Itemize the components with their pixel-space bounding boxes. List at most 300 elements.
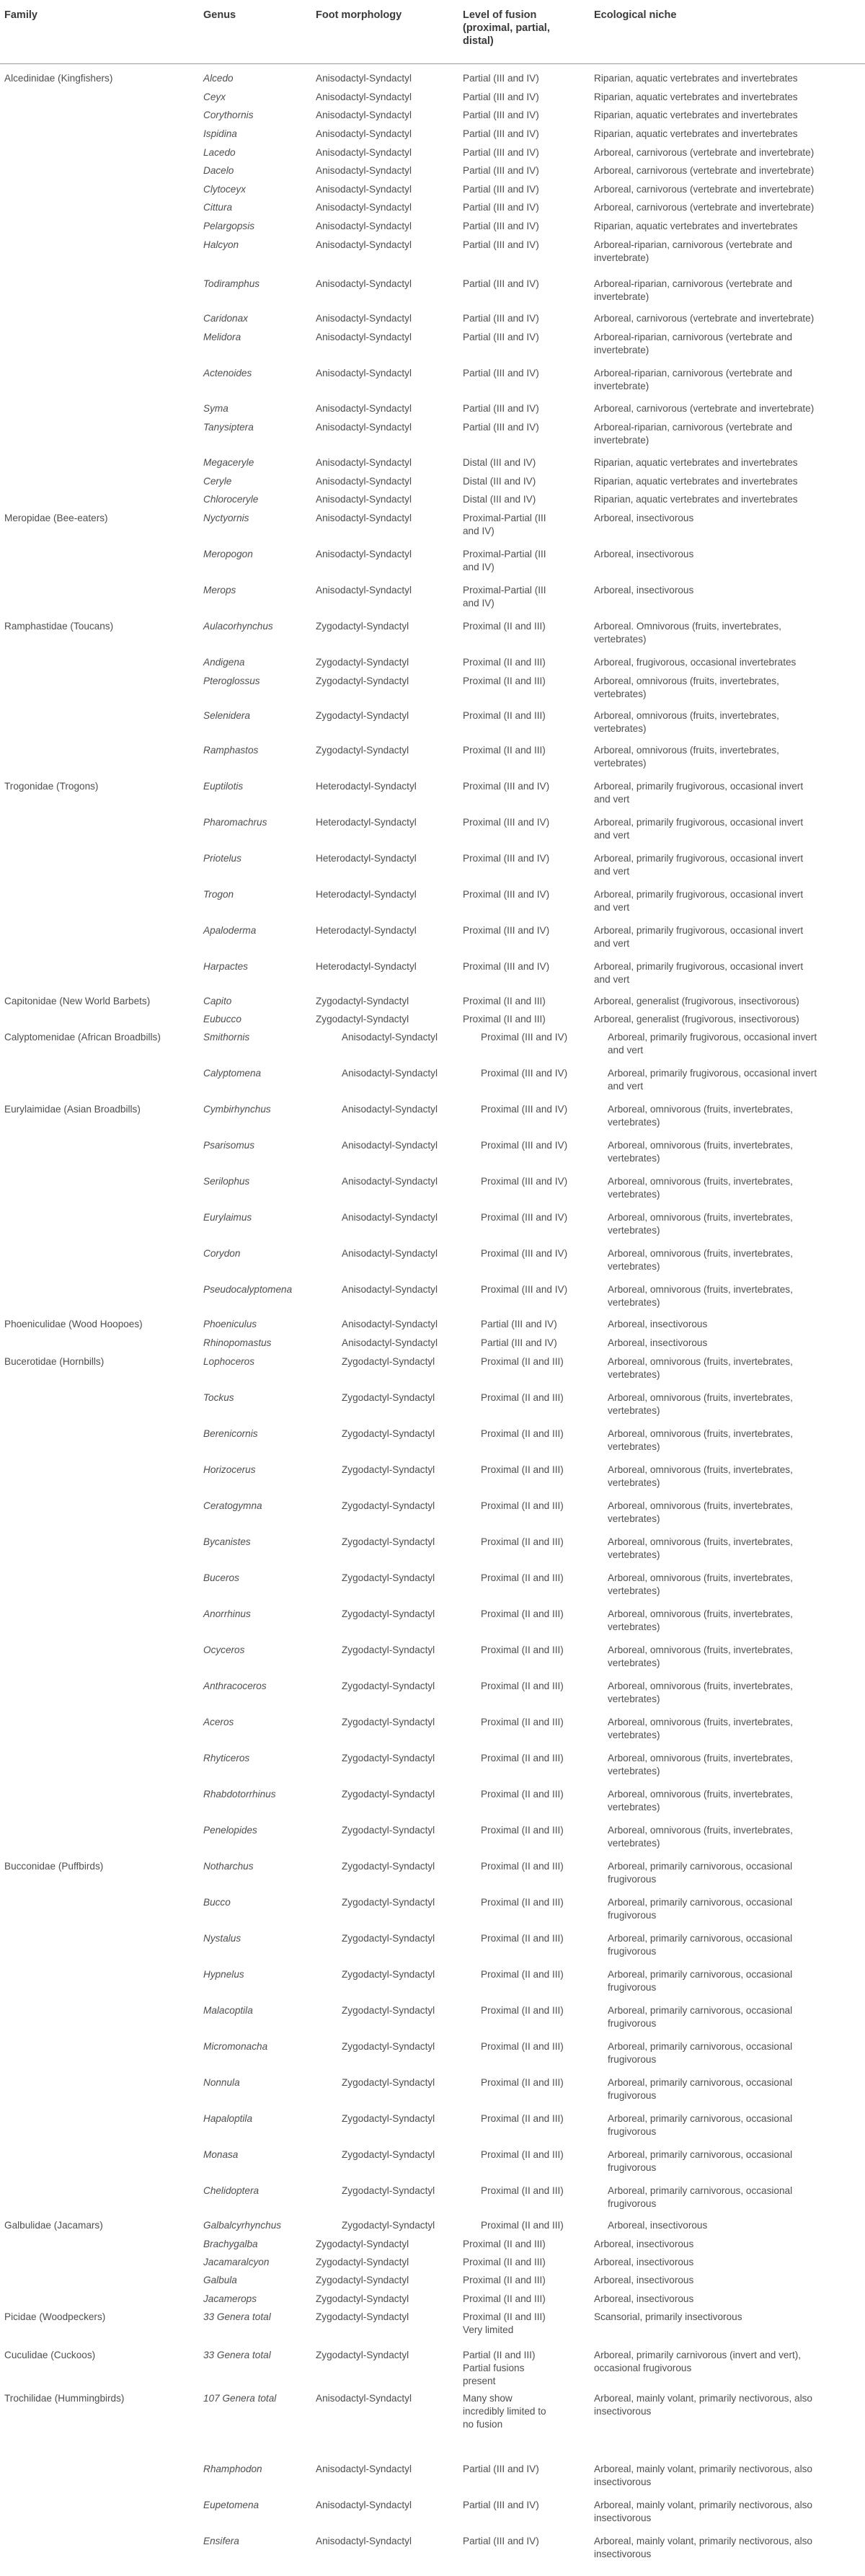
level-of-fusion-cell — [463, 852, 549, 865]
ecological-niche-cell — [594, 548, 693, 561]
niche-line: vertebrates) — [608, 1621, 660, 1632]
header-fusion-line2: (proximal, partial, — [463, 22, 550, 34]
niche-line: Arboreal, frugivorous, occasional invertebrates — [594, 657, 797, 668]
level-of-fusion-cell — [463, 72, 539, 85]
niche-line: vertebrates) — [608, 1369, 660, 1380]
niche-line: vertebrates) — [594, 758, 647, 769]
niche-line: Arboreal, primarily frugivorous, occasional invert — [594, 781, 804, 792]
ecological-niche-cell — [608, 2040, 792, 2066]
level-of-fusion-cell — [463, 744, 546, 757]
niche-line: frugivorous — [608, 2126, 657, 2137]
genus-cell: Euptilotis — [203, 781, 244, 792]
niche-line: Arboreal, omnivorous (fruits, invertebrates, — [608, 1428, 793, 1439]
niche-line: Arboreal, primarily frugivorous, occasional invert — [608, 1068, 817, 1079]
ecological-niche-cell — [608, 2076, 792, 2102]
foot-morphology-cell: Zygodactyl-Syndactyl — [342, 1464, 435, 1475]
table-row — [0, 72, 865, 85]
fusion-line: Partial (III and IV) — [481, 1337, 557, 1348]
level-of-fusion-cell — [481, 1788, 564, 1801]
fusion-line: Proximal (II and III) — [481, 1681, 564, 1691]
table-row — [0, 2392, 865, 2431]
fusion-line: Proximal (III and IV) — [481, 1176, 568, 1187]
ecological-niche-cell — [594, 183, 814, 196]
fusion-line: Proximal (II and III) — [463, 710, 546, 721]
genus-cell: Hypnelus — [203, 1969, 244, 1980]
ecological-niche-cell — [594, 709, 779, 735]
table-row — [0, 888, 865, 914]
table-row — [0, 128, 865, 141]
fusion-line: Proximal (II and III) — [463, 676, 546, 686]
table-row — [0, 1067, 865, 1093]
foot-morphology-cell: Zygodactyl-Syndactyl — [342, 1717, 435, 1727]
niche-line: Arboreal, mainly volant, primarily nectivorous, also — [594, 2500, 812, 2510]
level-of-fusion-cell — [463, 548, 546, 574]
ecological-niche-cell — [594, 512, 693, 525]
niche-line: Riparian, aquatic vertebrates and invertebrates — [594, 457, 798, 468]
header-fusion-line1: Level of fusion — [463, 9, 537, 21]
genus-cell: Horizocerus — [203, 1464, 256, 1475]
fusion-line: Proximal (III and IV) — [463, 925, 550, 936]
niche-line: Arboreal, generalist (frugivorous, insectivorous) — [594, 996, 799, 1006]
ecological-niche-cell — [594, 278, 792, 304]
niche-line: vertebrates) — [608, 1694, 660, 1704]
niche-line: Scansorial, primarily insectivorous — [594, 2311, 742, 2322]
ecological-niche-cell — [608, 2148, 792, 2174]
foot-morphology-cell: Zygodactyl-Syndactyl — [342, 1933, 435, 1944]
level-of-fusion-cell — [463, 278, 539, 291]
ecological-niche-cell — [608, 1211, 793, 1237]
level-of-fusion-cell — [481, 1860, 564, 1873]
ecological-niche-cell — [594, 924, 803, 950]
fusion-line: Proximal (II and III) — [481, 1789, 564, 1800]
foot-morphology-cell: Anisodactyl-Syndactyl — [342, 1068, 438, 1079]
niche-line: Arboreal, omnivorous (fruits, invertebrates, — [608, 1572, 793, 1583]
table-row — [0, 220, 865, 233]
niche-line: Arboreal, omnivorous (fruits, invertebrates, — [608, 1825, 793, 1836]
niche-line: vertebrates) — [594, 689, 647, 699]
foot-morphology-cell: Anisodactyl-Syndactyl — [316, 184, 412, 195]
niche-line: Riparian, aquatic vertebrates and invertebrates — [594, 476, 798, 487]
fusion-line: Proximal (III and IV) — [463, 781, 550, 792]
genus-cell: Ensifera — [203, 2536, 239, 2546]
table-row — [0, 2463, 865, 2489]
niche-line: Arboreal-riparian, carnivorous (vertebrate and — [594, 332, 793, 342]
level-of-fusion-cell — [463, 239, 539, 252]
genus-cell: Jacamerops — [203, 2293, 257, 2304]
niche-line: Arboreal, omnivorous (fruits, invertebrates, — [608, 1717, 793, 1727]
fusion-line: Proximal (II and III) — [481, 1753, 564, 1763]
niche-line: Arboreal, omnivorous (fruits, invertebrates, — [608, 1248, 793, 1259]
genus-cell: Brachygalba — [203, 2239, 258, 2249]
table-row — [0, 109, 865, 122]
niche-line: Arboreal, mainly volant, primarily nectivorous, also — [594, 2393, 812, 2404]
genus-cell: Monasa — [203, 2149, 239, 2160]
niche-line: Arboreal, generalist (frugivorous, insectivorous) — [594, 1014, 799, 1024]
niche-line: Arboreal-riparian, carnivorous (vertebrate and — [594, 368, 793, 379]
niche-line: Arboreal, primarily frugivorous, occasional invert — [594, 961, 804, 972]
table-row — [0, 852, 865, 878]
table-row — [0, 2076, 865, 2102]
niche-line: vertebrates) — [608, 1730, 660, 1740]
foot-morphology-cell: Zygodactyl-Syndactyl — [342, 1645, 435, 1655]
foot-morphology-cell: Zygodactyl-Syndactyl — [342, 2185, 435, 2196]
foot-morphology-cell: Zygodactyl-Syndactyl — [316, 657, 409, 668]
level-of-fusion-cell — [481, 1932, 564, 1945]
ecological-niche-cell — [608, 1860, 792, 1886]
fusion-line: Partial (III and IV) — [463, 2464, 539, 2474]
foot-morphology-cell: Heterodactyl-Syndactyl — [316, 961, 417, 972]
foot-morphology-cell: Anisodactyl-Syndactyl — [316, 549, 412, 559]
foot-morphology-cell: Anisodactyl-Syndactyl — [316, 422, 412, 433]
level-of-fusion-cell — [481, 1139, 567, 1152]
table-row — [0, 456, 865, 469]
niche-line: Arboreal, primarily carnivorous, occasional — [608, 2149, 793, 2160]
ecological-niche-cell — [594, 146, 814, 159]
niche-line: and vert — [594, 794, 630, 805]
fusion-line: Proximal (II and III) — [463, 996, 546, 1006]
niche-line: vertebrates) — [608, 1189, 660, 1200]
genus-cell: Caridonax — [203, 313, 248, 324]
niche-line: vertebrates) — [608, 1153, 660, 1164]
level-of-fusion-cell — [481, 1896, 564, 1909]
fusion-line: Proximal (II and III) — [481, 1428, 564, 1439]
fusion-line: Proximal (II and III) — [463, 2293, 546, 2304]
level-of-fusion-cell — [481, 1355, 564, 1368]
foot-morphology-cell: Anisodactyl-Syndactyl — [316, 202, 412, 213]
fusion-line: Proximal (II and III) — [481, 2077, 564, 2088]
level-of-fusion-cell — [463, 2349, 535, 2388]
niche-line: Arboreal, omnivorous (fruits, invertebrates, — [608, 1356, 793, 1367]
table-row — [0, 201, 865, 214]
table-row — [0, 2274, 865, 2287]
table-row — [0, 1031, 865, 1057]
ecological-niche-cell — [594, 312, 814, 325]
level-of-fusion-cell — [463, 995, 546, 1008]
niche-line: Arboreal, primarily carnivorous, occasional — [608, 1933, 793, 1944]
genus-cell: Micromonacha — [203, 2041, 268, 2052]
niche-line: Arboreal, primarily carnivorous, occasional — [608, 2113, 793, 2124]
table-row — [0, 2311, 865, 2337]
ecological-niche-cell — [608, 1337, 707, 1350]
fusion-line: and IV) — [463, 598, 494, 608]
ecological-niche-cell — [594, 2535, 812, 2561]
ecological-niche-cell — [594, 675, 779, 701]
table-row — [0, 1211, 865, 1237]
foot-morphology-cell: Anisodactyl-Syndactyl — [316, 2464, 412, 2474]
genus-cell: Dacelo — [203, 165, 234, 176]
fusion-line: incredibly limited to — [463, 2406, 546, 2417]
fusion-line: Distal (III and IV) — [463, 476, 536, 487]
niche-line: Arboreal, omnivorous (fruits, invertebrates, — [594, 745, 779, 756]
fusion-line: Proximal (II and III) — [481, 1500, 564, 1511]
genus-cell: Syma — [203, 403, 229, 414]
niche-line: and vert — [608, 1081, 644, 1092]
level-of-fusion-cell — [481, 1318, 557, 1331]
foot-morphology-cell: Heterodactyl-Syndactyl — [316, 925, 417, 936]
fusion-line: Proximal (III and IV) — [481, 1140, 568, 1151]
fusion-line: Proximal (II and III) — [481, 1897, 564, 1908]
fusion-line: Partial (III and IV) — [463, 73, 539, 84]
family-cell: Ramphastidae (Toucans) — [4, 621, 114, 632]
level-of-fusion-cell — [463, 2238, 546, 2251]
ecological-niche-cell — [594, 2274, 693, 2287]
table-row — [0, 584, 865, 610]
foot-morphology-cell: Anisodactyl-Syndactyl — [316, 313, 412, 324]
genus-cell: Ceryle — [203, 476, 232, 487]
level-of-fusion-cell — [463, 584, 546, 610]
ecological-niche-cell — [594, 2238, 693, 2251]
ecological-niche-cell — [608, 2185, 792, 2210]
foot-morphology-cell: Heterodactyl-Syndactyl — [316, 853, 417, 864]
niche-line: occasional frugivorous — [594, 2363, 692, 2373]
foot-morphology-cell: Zygodactyl-Syndactyl — [316, 745, 409, 756]
niche-line: vertebrates) — [594, 723, 647, 734]
foot-morphology-cell: Zygodactyl-Syndactyl — [316, 996, 409, 1006]
genus-cell: Corythornis — [203, 110, 254, 120]
fusion-line: Proximal (II and III) — [481, 1969, 564, 1980]
foot-morphology-cell: Anisodactyl-Syndactyl — [342, 1140, 438, 1151]
genus-cell: Actenoides — [203, 368, 252, 379]
foot-morphology-cell: Anisodactyl-Syndactyl — [342, 1319, 438, 1329]
ecological-niche-cell — [594, 220, 798, 233]
level-of-fusion-cell — [463, 924, 549, 937]
niche-line: Arboreal, omnivorous (fruits, invertebrates, — [608, 1536, 793, 1547]
table-row — [0, 620, 865, 646]
foot-morphology-cell: Zygodactyl-Syndactyl — [342, 2077, 435, 2088]
niche-line: Arboreal. Omnivorous (fruits, invertebrates, — [594, 621, 781, 632]
fusion-line: Proximal (II and III) — [463, 2311, 546, 2322]
niche-line: Arboreal, insectivorous — [594, 585, 694, 596]
level-of-fusion-cell — [481, 1536, 564, 1549]
fusion-line: Partial (III and IV) — [463, 221, 539, 231]
genus-cell: Serilophus — [203, 1176, 250, 1187]
family-cell: Alcedinidae (Kingfishers) — [4, 73, 113, 84]
foot-morphology-cell: Anisodactyl-Syndactyl — [316, 147, 412, 158]
genus-cell: Aceros — [203, 1717, 234, 1727]
table-row — [0, 421, 865, 447]
genus-cell: Tanysiptera — [203, 422, 254, 433]
genus-cell: 33 Genera total — [203, 2311, 271, 2322]
genus-cell: Tockus — [203, 1392, 234, 1403]
foot-morphology-cell: Zygodactyl-Syndactyl — [316, 2311, 409, 2322]
ecological-niche-cell — [608, 1752, 793, 1778]
table-row — [0, 1932, 865, 1958]
foot-morphology-cell: Zygodactyl-Syndactyl — [342, 2220, 435, 2231]
ecological-niche-cell — [594, 421, 792, 447]
foot-morphology-cell: Heterodactyl-Syndactyl — [316, 817, 417, 828]
table-row — [0, 656, 865, 669]
header-family: Family — [4, 9, 37, 21]
level-of-fusion-cell — [463, 493, 536, 506]
fusion-line: Partial (III and IV) — [463, 313, 539, 324]
table-row — [0, 1608, 865, 1634]
table-row — [0, 960, 865, 986]
level-of-fusion-cell — [481, 1428, 564, 1440]
level-of-fusion-cell — [481, 1391, 564, 1404]
genus-cell: 33 Genera total — [203, 2350, 271, 2360]
table-row — [0, 183, 865, 196]
level-of-fusion-cell — [463, 675, 546, 688]
genus-cell: Lacedo — [203, 147, 236, 158]
niche-line: Arboreal, primarily carnivorous, occasional — [608, 2005, 793, 2016]
table-row — [0, 2256, 865, 2269]
level-of-fusion-cell — [481, 1283, 567, 1296]
fusion-line: Partial (III and IV) — [463, 184, 539, 195]
table-row — [0, 924, 865, 950]
genus-cell: Berenicornis — [203, 1428, 258, 1439]
fusion-line: Partial (III and IV) — [463, 422, 539, 433]
genus-cell: Halcyon — [203, 239, 239, 250]
niche-line: Arboreal, primarily carnivorous, occasional — [608, 1897, 793, 1908]
fusion-line: Proximal (II and III) — [481, 1861, 564, 1872]
header-fusion-line3: distal) — [463, 35, 494, 47]
table-row — [0, 709, 865, 735]
ecological-niche-cell — [594, 852, 803, 878]
genus-cell: Meropogon — [203, 549, 253, 559]
level-of-fusion-cell — [463, 2392, 546, 2431]
fusion-line: Partial (III and IV) — [463, 147, 539, 158]
table-row — [0, 475, 865, 488]
ecological-niche-cell — [608, 1175, 793, 1201]
header-genus: Genus — [203, 9, 236, 21]
foot-morphology-cell: Anisodactyl-Syndactyl — [316, 92, 412, 102]
niche-line: Arboreal-riparian, carnivorous (vertebrate and — [594, 278, 793, 289]
fusion-line: Partial (III and IV) — [463, 92, 539, 102]
ecological-niche-cell — [608, 1247, 793, 1273]
level-of-fusion-cell — [463, 402, 539, 415]
header-foot-morphology: Foot morphology — [316, 9, 402, 21]
niche-line: Arboreal, omnivorous (fruits, invertebrates, — [608, 1789, 793, 1800]
foot-morphology-cell: Zygodactyl-Syndactyl — [342, 2113, 435, 2124]
genus-cell: Smithornis — [203, 1032, 250, 1043]
niche-line: Arboreal, omnivorous (fruits, invertebrates, — [608, 1753, 793, 1763]
level-of-fusion-cell — [463, 109, 539, 122]
ecological-niche-cell — [594, 402, 814, 415]
niche-line: Arboreal, primarily carnivorous, occasional — [608, 2077, 793, 2088]
foot-morphology-cell: Anisodactyl-Syndactyl — [316, 476, 412, 487]
foot-morphology-cell: Anisodactyl-Syndactyl — [316, 368, 412, 379]
niche-line: Arboreal, mainly volant, primarily nectivorous, also — [594, 2536, 812, 2546]
fusion-line: Proximal (II and III) — [481, 2113, 564, 2124]
genus-cell: Clytoceyx — [203, 184, 246, 195]
genus-cell: Nystalus — [203, 1933, 241, 1944]
ecological-niche-cell — [594, 620, 781, 646]
ecological-niche-cell — [594, 109, 798, 122]
table-row — [0, 512, 865, 538]
fusion-line: Proximal (II and III) — [463, 2257, 546, 2267]
niche-line: Arboreal, insectivorous — [594, 2293, 694, 2304]
niche-line: Arboreal, omnivorous (fruits, invertebrates, — [608, 1140, 793, 1151]
niche-line: vertebrates) — [608, 1297, 660, 1308]
ecological-niche-cell — [608, 1067, 817, 1093]
ecological-niche-cell — [608, 1896, 792, 1922]
foot-morphology-cell: Zygodactyl-Syndactyl — [342, 2041, 435, 2052]
table-row — [0, 2148, 865, 2174]
fusion-line: Proximal (II and III) — [481, 1392, 564, 1403]
foot-morphology-cell: Zygodactyl-Syndactyl — [316, 676, 409, 686]
genus-cell: Selenidera — [203, 710, 250, 721]
niche-line: and vert — [608, 1045, 644, 1055]
ecological-niche-cell — [608, 1824, 793, 1850]
foot-morphology-cell: Zygodactyl-Syndactyl — [316, 2239, 409, 2249]
table-row — [0, 2499, 865, 2525]
foot-morphology-cell: Anisodactyl-Syndactyl — [316, 278, 412, 289]
genus-cell: Ramphastos — [203, 745, 259, 756]
table-row — [0, 1175, 865, 1201]
genus-cell: Ceyx — [203, 92, 226, 102]
level-of-fusion-cell — [463, 2463, 539, 2476]
fusion-line: Partial (III and IV) — [481, 1319, 557, 1329]
ecological-niche-cell — [608, 1968, 792, 1994]
level-of-fusion-cell — [463, 780, 549, 793]
niche-line: Riparian, aquatic vertebrates and invertebrates — [594, 73, 798, 84]
fusion-line: Partial (III and IV) — [463, 165, 539, 176]
fusion-line: Proximal-Partial (III — [463, 585, 546, 596]
niche-line: invertebrate) — [594, 435, 649, 446]
genus-cell: Lophoceros — [203, 1356, 255, 1367]
niche-line: Arboreal, primarily frugivorous, occasional invert — [594, 889, 804, 900]
genus-cell: Notharchus — [203, 1861, 254, 1872]
fusion-line: Proximal (II and III) — [481, 2149, 564, 2160]
genus-cell: Rhinopomastus — [203, 1337, 272, 1348]
fusion-line: Proximal (II and III) — [481, 2005, 564, 2016]
foot-morphology-cell: Zygodactyl-Syndactyl — [342, 1861, 435, 1872]
foot-morphology-cell: Anisodactyl-Syndactyl — [316, 457, 412, 468]
level-of-fusion-cell — [463, 456, 536, 469]
genus-cell: 107 Genera total — [203, 2393, 277, 2404]
niche-line: Arboreal, primarily frugivorous, occasional invert — [608, 1032, 817, 1043]
table-row — [0, 675, 865, 701]
niche-line: Riparian, aquatic vertebrates and invertebrates — [594, 494, 798, 505]
foot-morphology-cell: Anisodactyl-Syndactyl — [316, 585, 412, 596]
foot-morphology-cell: Zygodactyl-Syndactyl — [316, 2275, 409, 2285]
ecological-niche-cell — [608, 1391, 793, 1417]
level-of-fusion-cell — [481, 1464, 564, 1477]
fusion-line: Partial (III and IV) — [463, 2500, 539, 2510]
niche-line: frugivorous — [608, 1910, 657, 1921]
table-row — [0, 1896, 865, 1922]
genus-cell: Bycanistes — [203, 1536, 251, 1547]
fusion-line: Partial (III and IV) — [463, 2536, 539, 2546]
foot-morphology-cell: Anisodactyl-Syndactyl — [342, 1176, 438, 1187]
table-row — [0, 312, 865, 325]
ecological-niche-cell — [608, 1318, 707, 1331]
niche-line: Arboreal, omnivorous (fruits, invertebrates, — [608, 1645, 793, 1655]
niche-line: vertebrates) — [608, 1117, 660, 1128]
level-of-fusion-cell — [481, 1337, 557, 1350]
foot-morphology-cell: Zygodactyl-Syndactyl — [316, 2350, 409, 2360]
niche-line: Arboreal, primarily carnivorous, occasional — [608, 2041, 793, 2052]
genus-cell: Trogon — [203, 889, 234, 900]
foot-morphology-cell: Anisodactyl-Syndactyl — [342, 1337, 438, 1348]
genus-cell: Apaloderma — [203, 925, 257, 936]
level-of-fusion-cell — [481, 1211, 567, 1224]
foot-morphology-cell: Zygodactyl-Syndactyl — [342, 2005, 435, 2016]
niche-line: vertebrates) — [608, 1585, 660, 1596]
table-row — [0, 2293, 865, 2306]
niche-line: Riparian, aquatic vertebrates and invertebrates — [594, 110, 798, 120]
niche-line: and vert — [594, 938, 630, 949]
fusion-line: Proximal (III and IV) — [481, 1284, 568, 1295]
niche-line: Arboreal, primarily frugivorous, occasional invert — [594, 853, 804, 864]
niche-line: Arboreal, omnivorous (fruits, invertebrates, — [608, 1464, 793, 1475]
fusion-line: Proximal-Partial (III — [463, 549, 546, 559]
foot-morphology-cell: Zygodactyl-Syndactyl — [342, 1608, 435, 1619]
ecological-niche-cell — [608, 2004, 792, 2030]
ecological-niche-cell — [608, 1536, 793, 1562]
niche-line: and vert — [594, 974, 630, 985]
niche-line: vertebrates) — [608, 1477, 660, 1488]
